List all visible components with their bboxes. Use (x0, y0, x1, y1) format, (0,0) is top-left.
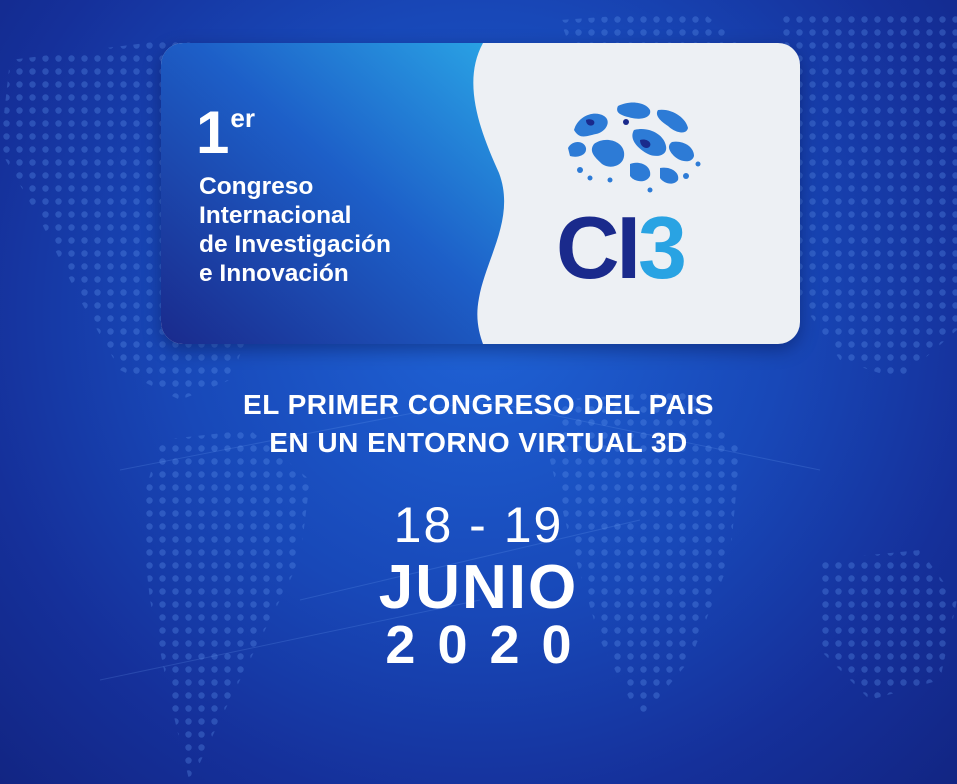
logo-text-number: 3 (638, 198, 684, 297)
logo-text-ci: CI (556, 198, 638, 297)
congress-title-line: Internacional (199, 202, 352, 229)
tagline-line: EL PRIMER CONGRESO DEL PAIS (243, 389, 714, 420)
congress-title-line: Congreso (199, 173, 314, 200)
tagline (0, 386, 957, 462)
ordinal-suffix: er (230, 103, 255, 133)
congress-title (199, 172, 391, 288)
event-year: 2020 (385, 615, 594, 675)
event-month: JUNIO (378, 553, 579, 622)
event-date-range: 18 - 19 (393, 497, 564, 553)
congress-title-line: de Investigación (199, 231, 391, 258)
congress-title-line: e Innovación (199, 260, 349, 287)
globe-logo-icon (560, 96, 710, 196)
ordinal-number: 1 (196, 99, 229, 166)
tagline-line: EN UN ENTORNO VIRTUAL 3D (269, 427, 688, 458)
ordinal-label (196, 99, 255, 166)
ci3-logo-text (556, 198, 684, 297)
